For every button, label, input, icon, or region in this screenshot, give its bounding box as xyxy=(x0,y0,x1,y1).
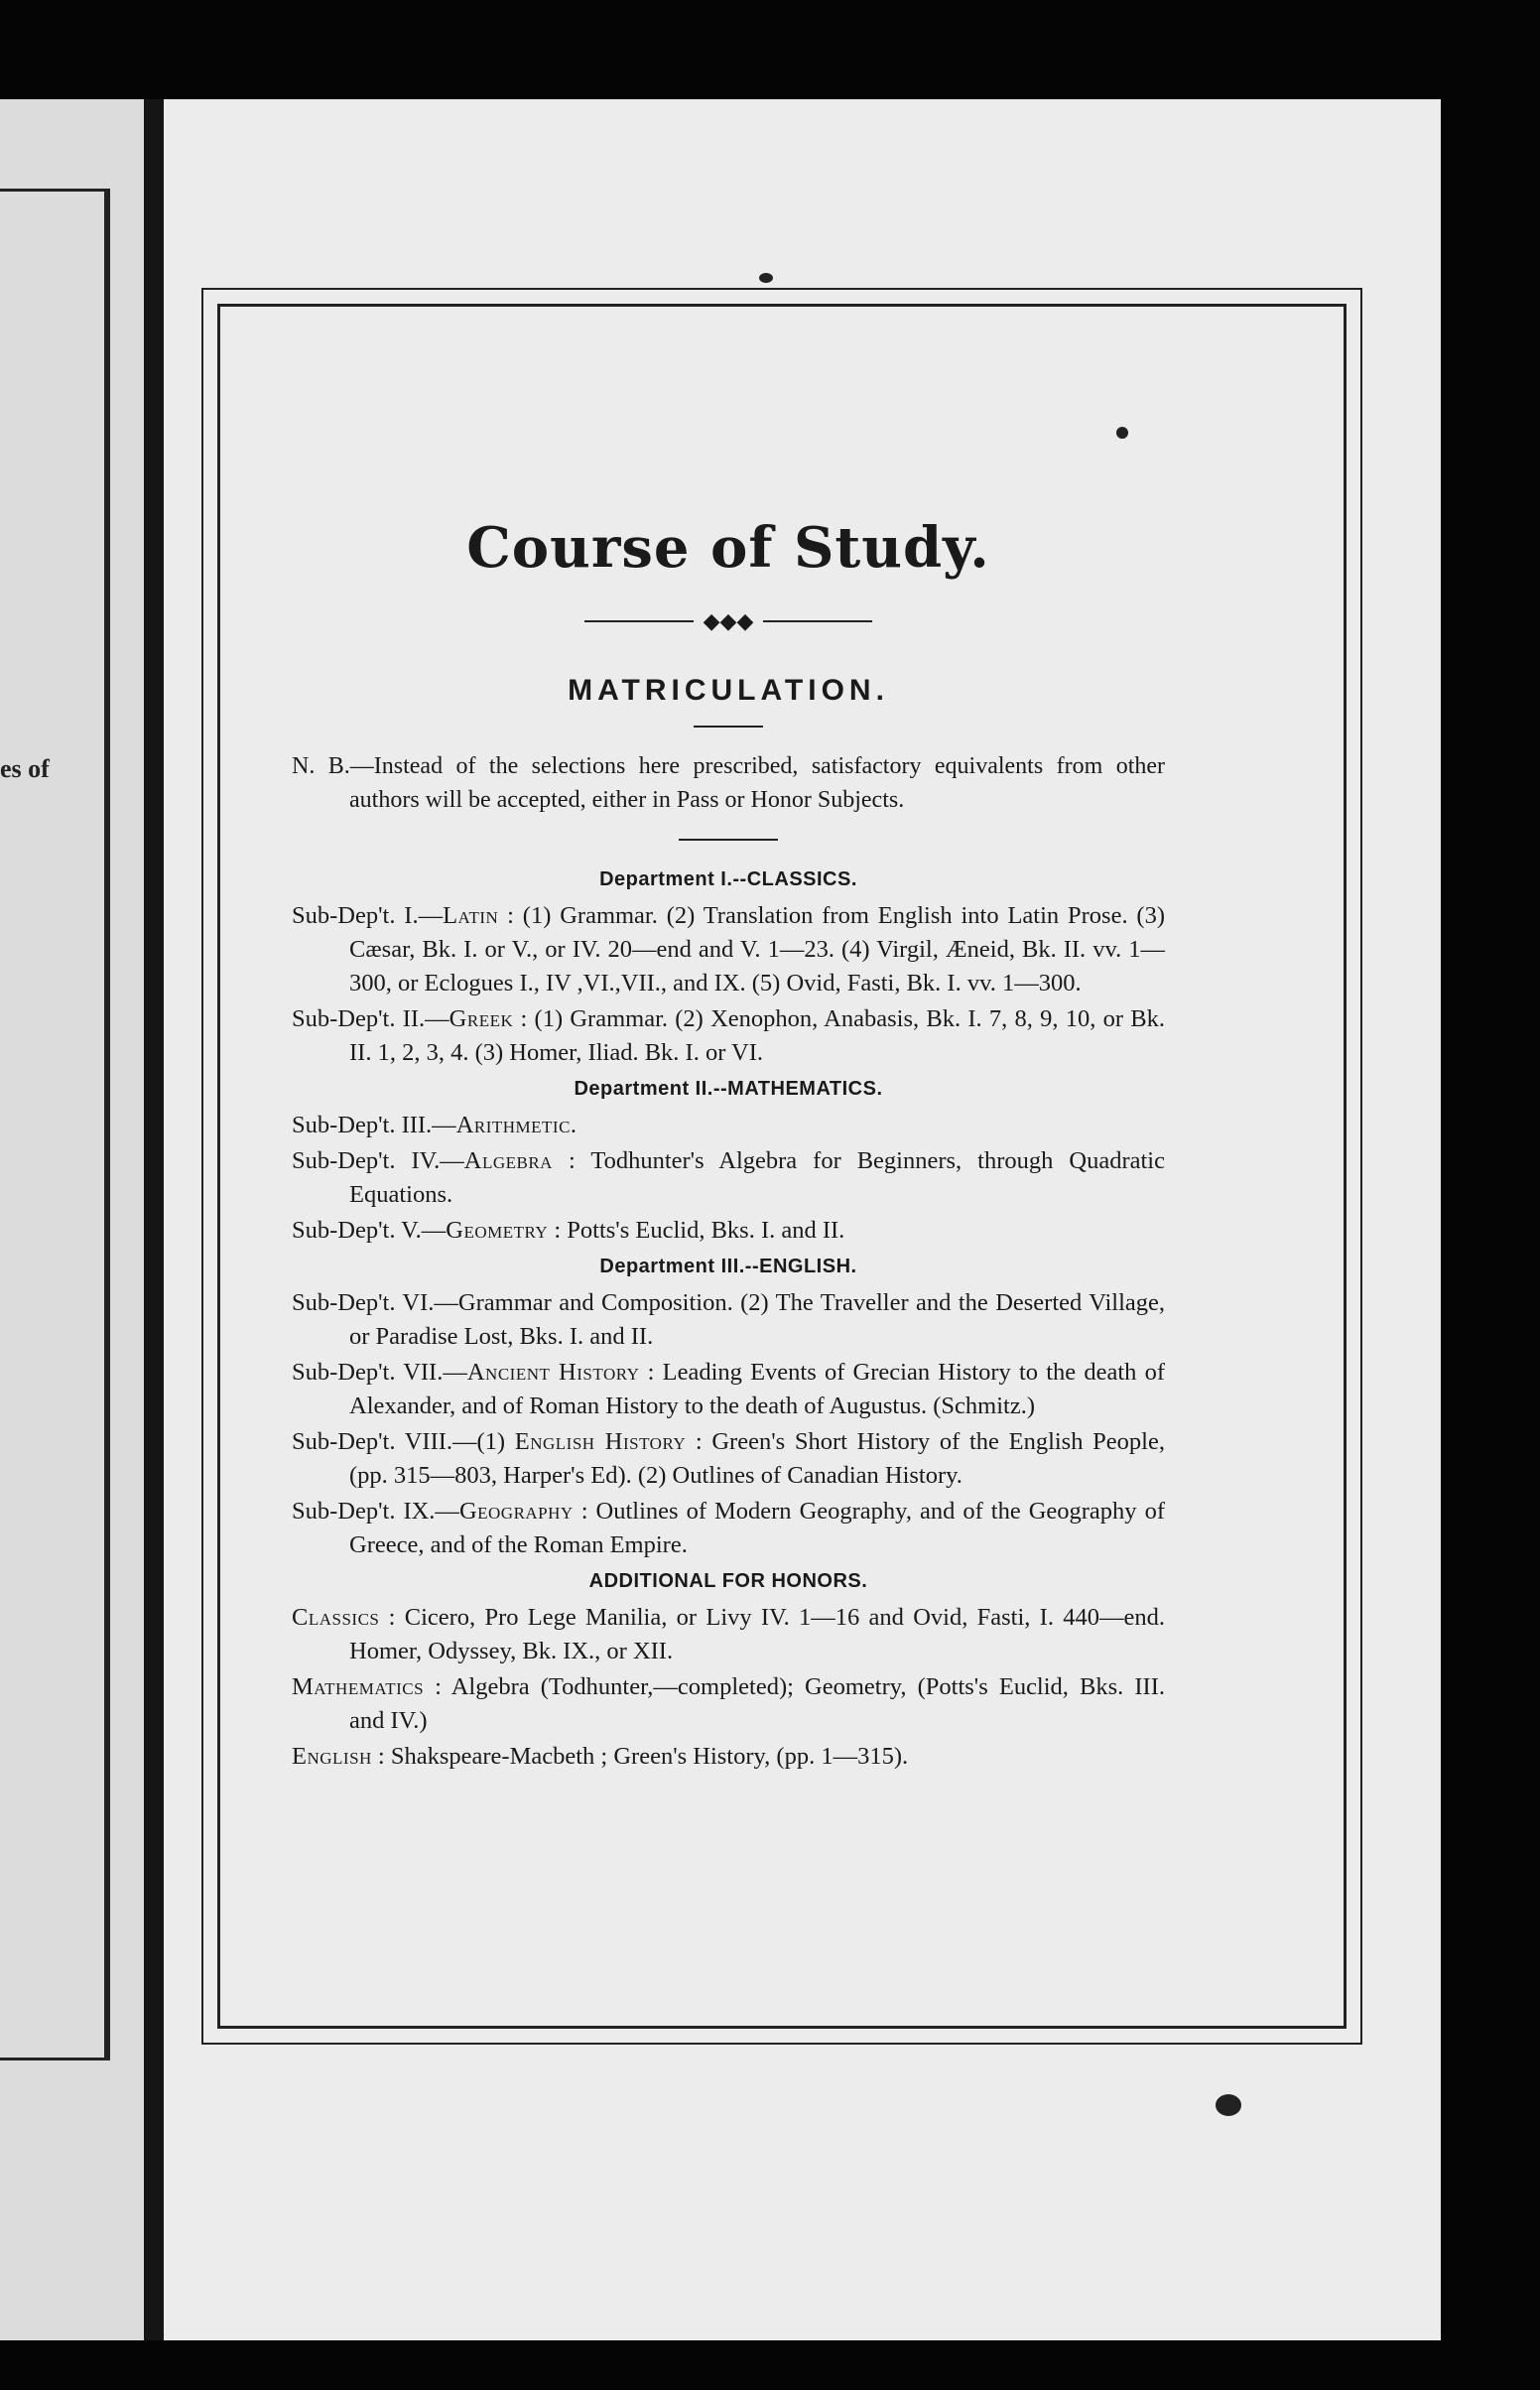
scan-speck xyxy=(759,273,773,283)
page-border-outer xyxy=(201,288,1362,2045)
ornament-rule xyxy=(763,620,872,622)
departments-list xyxy=(292,868,1165,1774)
entry-text: : Green's Short History of the English People, (pp. 315—803, Harper's Ed). (2) Outlines of Canadian History. xyxy=(349,1428,1165,1489)
entry-label: Sub-Dep't. V.— xyxy=(292,1217,447,1244)
entry-subject: Geography xyxy=(458,1498,574,1525)
entry-text: : Leading Events of Grecian History to the death of Alexander, and of Roman History to the death of Augustus. (Schmitz.) xyxy=(349,1359,1165,1419)
course-entry xyxy=(292,1601,1165,1668)
page-border-inner xyxy=(217,304,1347,2029)
left-page-text-fragment: es of xyxy=(0,754,50,783)
entry-subject: Greek xyxy=(449,1005,514,1032)
entry-text: : Todhunter's Algebra for Beginners, through Quadratic Equations. xyxy=(349,1147,1165,1208)
page-gutter xyxy=(144,99,164,2340)
entry-subject: Latin xyxy=(443,902,499,929)
department-title: Department III.--ENGLISH. xyxy=(599,1256,857,1277)
entry-subject: Arithmetic. xyxy=(455,1112,578,1138)
entry-subject: English xyxy=(292,1743,372,1770)
course-entry xyxy=(292,1144,1165,1212)
entry-label: Sub-Dep't. I.— xyxy=(292,902,444,929)
entry-label: Sub-Dep't. III.— xyxy=(292,1112,456,1138)
entry-text: : (1) Grammar. (2) Xenophon, Anabasis, Bk. I. 7, 8, 9, 10, or Bk. II. 1, 2, 3, 4. (3) Homer, Iliad. Bk. I. or VI. xyxy=(349,1005,1166,1066)
nota-bene-note: N. B.—Instead of the selections here prescribed, satisfactory equivalents from other authors will be accepted, either in Pass or Honor Subjects. xyxy=(292,753,1165,813)
entry-text: : Cicero, Pro Lege Manilia, or Livy IV. 1—16 and Ovid, Fasti, I. 440—end. Homer, Odyssey, Bk. IX., or XII. xyxy=(349,1604,1165,1664)
entry-subject: Mathematics xyxy=(292,1673,425,1700)
entry-text: : Outlines of Modern Geography, and of the Geography of Greece, and of the Roman Empire. xyxy=(349,1498,1165,1558)
document-content xyxy=(292,515,1165,1776)
title-ornament xyxy=(292,610,1165,632)
entry-text: : Algebra (Todhunter,—completed); Geometry, (Potts's Euclid, Bks. III. and IV.) xyxy=(349,1673,1165,1734)
entry-text: : (1) Grammar. (2) Translation from English into Latin Prose. (3) Cæsar, Bk. I. or V., or IV. 20—end and V. 1—23. (4) Virgil, Æneid, Bk. II. vv. 1—300, or Eclogues I., IV ,VI.,VII., and IX. (5) Ovid, Fasti, Bk. I. vv. 1—300. xyxy=(349,902,1165,996)
course-entry xyxy=(292,1214,1165,1248)
entry-label: Sub-Dep't. VII.— xyxy=(292,1359,467,1386)
course-entry xyxy=(292,1286,1165,1354)
course-entry xyxy=(292,1425,1165,1493)
ornament-diamond-icon: ◆◆◆ xyxy=(703,608,754,633)
entry-label: Sub-Dep't. IX.— xyxy=(292,1498,459,1525)
entry-label: Sub-Dep't. VIII.—(1) xyxy=(292,1428,515,1455)
page-title: Course of Study. xyxy=(466,515,990,581)
entry-label: Sub-Dep't. VI.— xyxy=(292,1289,458,1316)
course-entry xyxy=(292,1495,1165,1562)
entry-label: Sub-Dep't. IV.— xyxy=(292,1147,464,1174)
entry-text: Grammar and Composition. (2) The Traveller and the Deserted Village, or Paradise Lost, Bks. I. and II. xyxy=(349,1289,1165,1350)
course-entry xyxy=(292,1109,1165,1142)
entry-subject: Algebra xyxy=(463,1147,553,1174)
section-title: MATRICULATION. xyxy=(568,674,889,707)
course-entry xyxy=(292,1002,1165,1070)
entry-subject: Geometry xyxy=(446,1217,549,1244)
course-entry xyxy=(292,899,1165,1000)
course-entry xyxy=(292,1740,1165,1774)
section-rule xyxy=(679,839,778,841)
entry-subject: Classics xyxy=(292,1604,380,1631)
entry-subject: English History xyxy=(514,1428,687,1455)
left-page-frame xyxy=(0,189,110,2060)
scan-speck xyxy=(1216,2094,1241,2116)
department-title: ADDITIONAL FOR HONORS. xyxy=(588,1570,868,1592)
department-title: Department II.--MATHEMATICS. xyxy=(574,1078,883,1100)
course-entry xyxy=(292,1356,1165,1423)
entry-subject: Ancient History xyxy=(466,1359,640,1386)
entry-text: : Potts's Euclid, Bks. I. and II. xyxy=(548,1217,845,1244)
ornament-rule xyxy=(584,620,694,622)
section-rule xyxy=(694,726,763,728)
entry-text: : Shakspeare-Macbeth ; Green's History, (pp. 1—315). xyxy=(371,1743,909,1770)
entry-label: Sub-Dep't. II.— xyxy=(292,1005,449,1032)
department-title: Department I.--CLASSICS. xyxy=(599,868,857,890)
course-entry xyxy=(292,1670,1165,1738)
